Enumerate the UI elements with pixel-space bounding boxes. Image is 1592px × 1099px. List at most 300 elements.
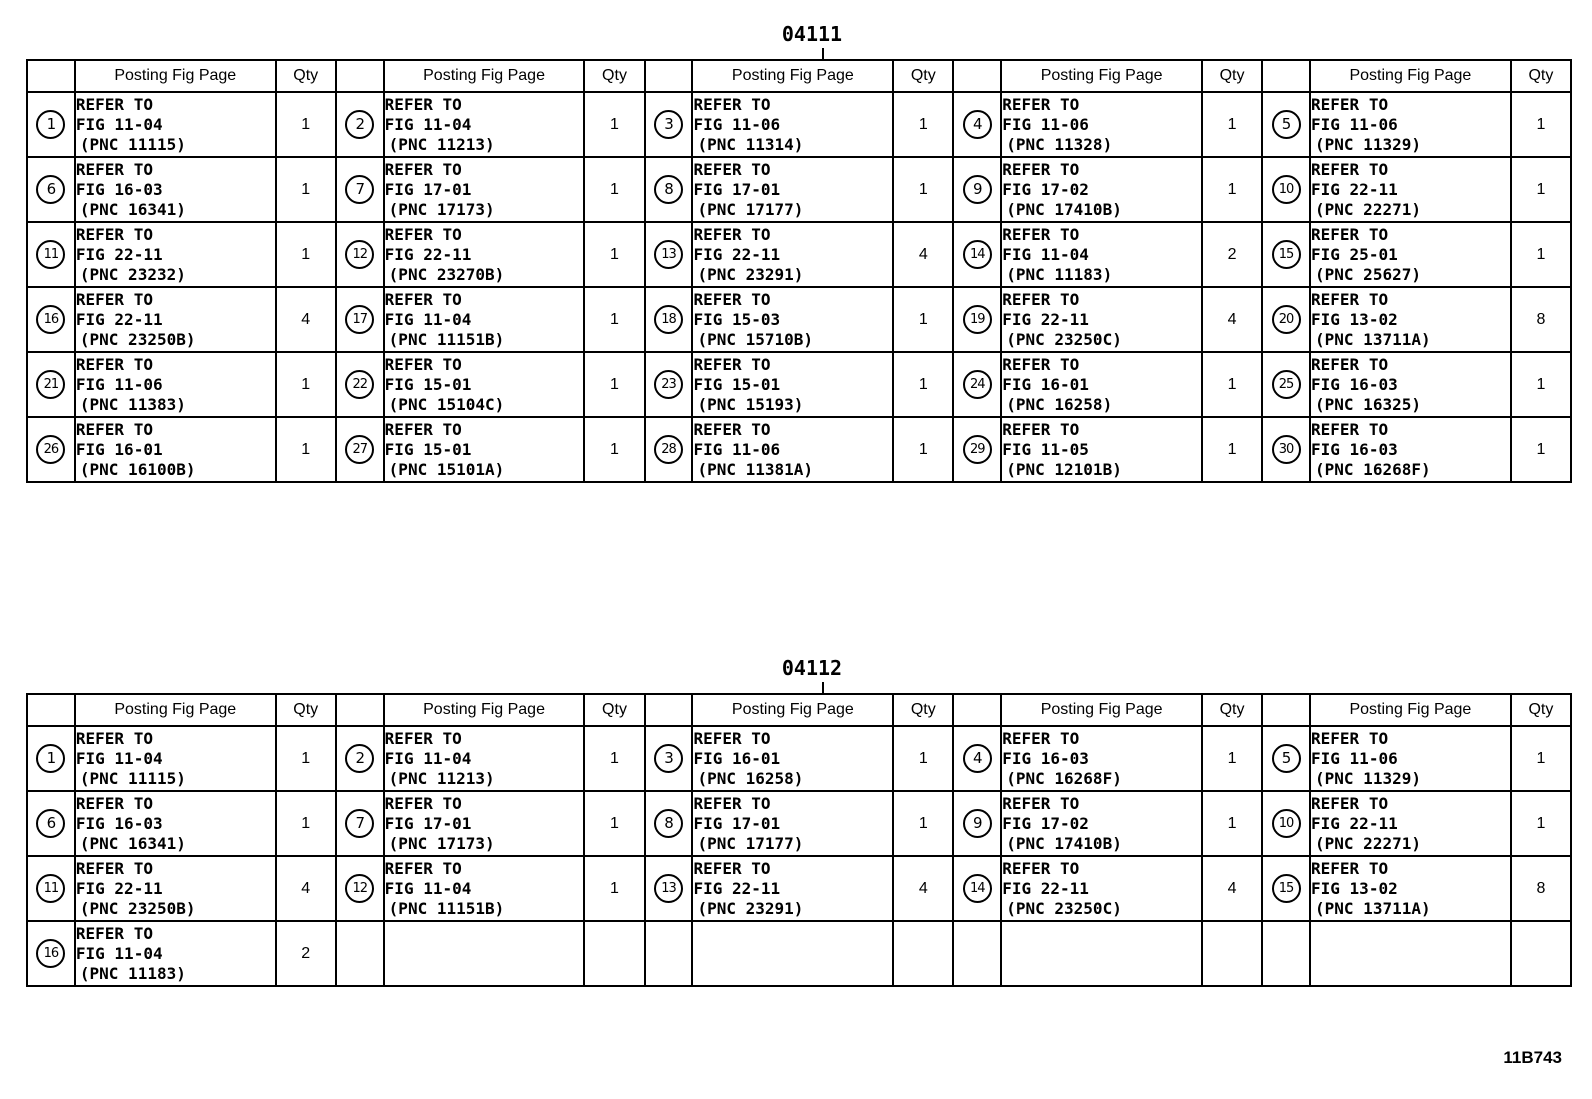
qty-cell: 4 — [276, 856, 336, 921]
item-number-cell — [645, 791, 693, 856]
item-number-cell — [645, 222, 693, 287]
item-number-cell — [953, 726, 1001, 791]
header-number-cell — [336, 694, 384, 726]
posting-fig-page-cell — [75, 726, 276, 791]
item-number-cell — [27, 726, 75, 791]
refer-to-text: REFER TO — [1002, 94, 1080, 114]
item-number-badge: 29 — [963, 435, 992, 464]
posting-fig-page-cell — [1001, 856, 1202, 921]
item-number-badge: 10 — [1272, 809, 1301, 838]
refer-to-text: REFER TO — [384, 354, 462, 374]
posting-fig-page-cell — [384, 791, 585, 856]
item-number-badge: 11 — [36, 874, 65, 903]
item-number-badge: 21 — [36, 370, 65, 399]
item-number-badge: 1 — [36, 744, 65, 773]
header-number-cell — [27, 694, 75, 726]
posting-fig-page-cell — [384, 157, 585, 222]
item-number-badge: 27 — [345, 435, 374, 464]
item-number-badge: 8 — [654, 809, 683, 838]
posting-fig-page-cell — [384, 352, 585, 417]
posting-fig-page-cell — [1001, 222, 1202, 287]
pnc-reference: (PNC 22271) — [1315, 833, 1421, 853]
fig-reference: FIG 11-05 — [1002, 439, 1089, 459]
fig-reference: FIG 16-01 — [693, 748, 781, 768]
item-number-cell — [953, 856, 1001, 921]
qty-cell: 1 — [1202, 92, 1262, 157]
table-row — [27, 417, 1571, 482]
item-number-cell — [953, 92, 1001, 157]
fig-reference: FIG 17-02 — [1002, 813, 1089, 833]
header-qty: Qty — [893, 694, 953, 726]
qty-cell: 4 — [276, 287, 336, 352]
parts-table — [26, 59, 1572, 483]
refer-to-text: REFER TO — [1311, 224, 1389, 244]
header-posting-fig-page: Posting Fig Page — [1001, 60, 1202, 92]
qty-cell: 1 — [584, 726, 644, 791]
posting-fig-page-cell — [384, 726, 585, 791]
refer-to-text: REFER TO — [384, 159, 462, 179]
item-number-badge: 4 — [963, 110, 992, 139]
item-number-badge: 26 — [36, 435, 65, 464]
pnc-reference: (PNC 17410B) — [1006, 199, 1122, 219]
qty-cell: 1 — [584, 287, 644, 352]
qty-cell: 1 — [584, 791, 644, 856]
item-number-cell — [336, 157, 384, 222]
refer-to-text: REFER TO — [1311, 354, 1389, 374]
header-qty: Qty — [1511, 694, 1571, 726]
qty-cell: 1 — [1202, 417, 1262, 482]
refer-to-text: REFER TO — [1002, 224, 1080, 244]
item-number-badge: 2 — [345, 110, 374, 139]
fig-reference: FIG 17-01 — [384, 179, 472, 199]
item-number-cell — [27, 157, 75, 222]
item-number-cell — [1262, 222, 1310, 287]
fig-reference: FIG 22-11 — [1311, 179, 1398, 199]
pnc-reference: (PNC 16325) — [1315, 394, 1421, 414]
qty-cell: 1 — [893, 726, 953, 791]
header-posting-fig-page: Posting Fig Page — [1001, 694, 1202, 726]
fig-reference: FIG 22-11 — [1311, 813, 1398, 833]
pnc-reference: (PNC 11328) — [1006, 134, 1113, 154]
refer-to-text: REFER TO — [75, 858, 153, 878]
qty-cell: 4 — [893, 222, 953, 287]
empty-cell — [336, 921, 384, 986]
empty-cell — [1511, 921, 1571, 986]
fig-reference: FIG 16-03 — [1311, 374, 1398, 394]
pnc-reference: (PNC 11183) — [1006, 264, 1113, 284]
pnc-reference: (PNC 16258) — [1006, 394, 1113, 414]
item-number-badge: 17 — [345, 305, 374, 334]
pnc-reference: (PNC 15193) — [697, 394, 804, 414]
pnc-reference: (PNC 23250C) — [1006, 898, 1122, 918]
pnc-reference: (PNC 13711A) — [1315, 329, 1431, 349]
item-number-cell — [953, 417, 1001, 482]
qty-cell: 1 — [276, 222, 336, 287]
refer-to-text: REFER TO — [1311, 159, 1389, 179]
fig-reference: FIG 11-06 — [75, 374, 163, 394]
empty-cell — [893, 921, 953, 986]
empty-cell — [953, 921, 1001, 986]
qty-cell: 1 — [584, 222, 644, 287]
item-number-cell — [1262, 726, 1310, 791]
item-number-badge: 16 — [36, 939, 65, 968]
qty-cell: 1 — [584, 856, 644, 921]
item-number-cell — [645, 287, 693, 352]
empty-cell — [1202, 921, 1262, 986]
pnc-reference: (PNC 16100B) — [79, 459, 196, 479]
posting-fig-page-cell — [692, 287, 893, 352]
item-number-cell — [336, 287, 384, 352]
fig-reference: FIG 11-04 — [384, 878, 472, 898]
header-row — [27, 694, 1571, 726]
posting-fig-page-cell — [1310, 726, 1511, 791]
qty-cell: 2 — [276, 921, 336, 986]
part-number-label: 04112 — [781, 656, 843, 680]
fig-reference: FIG 11-04 — [75, 114, 163, 134]
fig-reference: FIG 17-02 — [1002, 179, 1089, 199]
pnc-reference: (PNC 23291) — [697, 264, 804, 284]
posting-fig-page-cell — [75, 157, 276, 222]
refer-to-text: REFER TO — [384, 289, 462, 309]
item-number-badge: 14 — [963, 874, 992, 903]
qty-cell: 1 — [1511, 791, 1571, 856]
refer-to-text: REFER TO — [75, 793, 153, 813]
qty-cell: 1 — [1202, 791, 1262, 856]
qty-cell: 1 — [1511, 92, 1571, 157]
item-number-cell — [336, 352, 384, 417]
part-number-label: 04111 — [781, 22, 843, 46]
qty-cell: 1 — [584, 417, 644, 482]
item-number-badge: 9 — [963, 175, 992, 204]
refer-to-text: REFER TO — [1311, 289, 1389, 309]
posting-fig-page-cell — [75, 352, 276, 417]
fig-reference: FIG 25-01 — [1311, 244, 1398, 264]
pnc-reference: (PNC 16341) — [79, 199, 186, 219]
item-number-cell — [953, 287, 1001, 352]
qty-cell: 1 — [893, 157, 953, 222]
fig-reference: FIG 22-11 — [75, 309, 163, 329]
header-number-cell — [953, 60, 1001, 92]
pnc-reference: (PNC 15101A) — [388, 459, 505, 479]
refer-to-text: REFER TO — [75, 354, 153, 374]
pnc-reference: (PNC 11329) — [1315, 768, 1421, 788]
posting-fig-page-cell — [75, 92, 276, 157]
fig-reference: FIG 11-06 — [1002, 114, 1089, 134]
posting-fig-page-cell — [692, 791, 893, 856]
item-number-cell — [336, 222, 384, 287]
fig-reference: FIG 16-01 — [1002, 374, 1089, 394]
item-number-cell — [1262, 157, 1310, 222]
refer-to-text: REFER TO — [693, 289, 771, 309]
item-number-cell — [645, 417, 693, 482]
refer-to-text: REFER TO — [75, 289, 153, 309]
item-number-cell — [27, 791, 75, 856]
item-number-cell — [645, 92, 693, 157]
table-row — [27, 352, 1571, 417]
item-number-badge: 4 — [963, 744, 992, 773]
item-number-badge: 15 — [1272, 240, 1301, 269]
pnc-reference: (PNC 13711A) — [1315, 898, 1431, 918]
fig-reference: FIG 16-01 — [75, 439, 163, 459]
pnc-reference: (PNC 11115) — [79, 768, 186, 788]
item-number-badge: 15 — [1272, 874, 1301, 903]
pnc-reference: (PNC 15104C) — [388, 394, 505, 414]
posting-fig-page-cell — [1001, 417, 1202, 482]
fig-reference: FIG 17-01 — [693, 813, 781, 833]
fig-reference: FIG 22-11 — [693, 878, 781, 898]
pnc-reference: (PNC 16268F) — [1315, 459, 1431, 479]
refer-to-text: REFER TO — [1002, 793, 1080, 813]
item-number-badge: 3 — [654, 110, 683, 139]
item-number-cell — [336, 417, 384, 482]
posting-fig-page-cell — [692, 157, 893, 222]
refer-to-text: REFER TO — [75, 728, 153, 748]
posting-fig-page-cell — [1001, 92, 1202, 157]
refer-to-text: REFER TO — [75, 923, 153, 943]
pnc-reference: (PNC 11151B) — [388, 329, 505, 349]
qty-cell: 1 — [1511, 726, 1571, 791]
qty-cell: 1 — [584, 157, 644, 222]
table-row — [27, 92, 1571, 157]
posting-fig-page-cell — [75, 417, 276, 482]
pnc-reference: (PNC 12101B) — [1006, 459, 1122, 479]
pnc-reference: (PNC 23232) — [79, 264, 186, 284]
item-number-badge: 14 — [963, 240, 992, 269]
item-number-cell — [953, 222, 1001, 287]
fig-reference: FIG 22-11 — [1002, 878, 1089, 898]
posting-fig-page-cell — [1001, 287, 1202, 352]
refer-to-text: REFER TO — [75, 159, 153, 179]
item-number-cell — [336, 791, 384, 856]
item-number-cell — [953, 157, 1001, 222]
pnc-reference: (PNC 23250B) — [79, 898, 196, 918]
header-posting-fig-page: Posting Fig Page — [692, 60, 893, 92]
item-number-cell — [336, 726, 384, 791]
item-number-badge: 6 — [36, 175, 65, 204]
pnc-reference: (PNC 16341) — [79, 833, 186, 853]
pnc-reference: (PNC 11183) — [79, 963, 186, 983]
refer-to-text: REFER TO — [384, 419, 462, 439]
refer-to-text: REFER TO — [1002, 728, 1080, 748]
posting-fig-page-cell — [384, 856, 585, 921]
header-posting-fig-page: Posting Fig Page — [1310, 694, 1511, 726]
table-row — [27, 791, 1571, 856]
header-posting-fig-page: Posting Fig Page — [692, 694, 893, 726]
empty-cell — [1262, 921, 1310, 986]
pnc-reference: (PNC 17177) — [697, 199, 804, 219]
pnc-reference: (PNC 17173) — [388, 833, 495, 853]
posting-fig-page-cell — [384, 287, 585, 352]
item-number-cell — [645, 157, 693, 222]
item-number-badge: 5 — [1272, 744, 1301, 773]
table-row — [27, 856, 1571, 921]
empty-cell — [645, 921, 693, 986]
fig-reference: FIG 16-03 — [75, 813, 163, 833]
posting-fig-page-cell — [384, 417, 585, 482]
item-number-badge: 5 — [1272, 110, 1301, 139]
header-qty: Qty — [893, 60, 953, 92]
qty-cell: 1 — [276, 92, 336, 157]
pnc-reference: (PNC 17173) — [388, 199, 495, 219]
posting-fig-page-cell — [692, 726, 893, 791]
refer-to-text: REFER TO — [1311, 728, 1389, 748]
fig-reference: FIG 11-04 — [75, 748, 163, 768]
item-number-cell — [645, 352, 693, 417]
posting-fig-page-cell — [1310, 856, 1511, 921]
posting-fig-page-cell — [75, 791, 276, 856]
header-posting-fig-page: Posting Fig Page — [384, 60, 585, 92]
refer-to-text: REFER TO — [384, 728, 462, 748]
fig-reference: FIG 15-01 — [384, 374, 472, 394]
item-number-badge: 13 — [654, 874, 683, 903]
fig-reference: FIG 16-03 — [1311, 439, 1398, 459]
fig-reference: FIG 17-01 — [693, 179, 781, 199]
fig-reference: FIG 22-11 — [693, 244, 781, 264]
item-number-cell — [1262, 287, 1310, 352]
header-row — [27, 60, 1571, 92]
item-number-badge: 2 — [345, 744, 374, 773]
refer-to-text: REFER TO — [693, 354, 771, 374]
table-row — [27, 726, 1571, 791]
refer-to-text: REFER TO — [384, 94, 462, 114]
pnc-reference: (PNC 16258) — [697, 768, 804, 788]
posting-fig-page-cell — [1001, 352, 1202, 417]
pnc-reference: (PNC 11213) — [388, 768, 495, 788]
pnc-reference: (PNC 23291) — [697, 898, 804, 918]
refer-to-text: REFER TO — [693, 224, 771, 244]
qty-cell: 1 — [893, 287, 953, 352]
qty-cell: 1 — [893, 417, 953, 482]
refer-to-text: REFER TO — [75, 94, 153, 114]
pnc-reference: (PNC 11314) — [697, 134, 804, 154]
pnc-reference: (PNC 25627) — [1315, 264, 1421, 284]
fig-reference: FIG 15-03 — [693, 309, 781, 329]
qty-cell: 4 — [893, 856, 953, 921]
refer-to-text: REFER TO — [384, 858, 462, 878]
refer-to-text: REFER TO — [1002, 354, 1080, 374]
qty-cell: 1 — [1202, 157, 1262, 222]
fig-reference: FIG 16-03 — [1002, 748, 1089, 768]
fig-reference: FIG 22-11 — [1002, 309, 1089, 329]
qty-cell: 1 — [276, 726, 336, 791]
item-number-cell — [1262, 856, 1310, 921]
item-number-cell — [27, 222, 75, 287]
fig-reference: FIG 22-11 — [75, 244, 163, 264]
item-number-cell — [27, 856, 75, 921]
empty-cell — [584, 921, 644, 986]
fig-reference: FIG 22-11 — [384, 244, 472, 264]
empty-cell — [692, 921, 893, 986]
pnc-reference: (PNC 23250B) — [79, 329, 196, 349]
item-number-badge: 7 — [345, 809, 374, 838]
header-number-cell — [645, 694, 693, 726]
posting-fig-page-cell — [1310, 222, 1511, 287]
item-number-cell — [27, 92, 75, 157]
item-number-badge: 12 — [345, 240, 374, 269]
item-number-badge: 24 — [963, 370, 992, 399]
header-number-cell — [1262, 60, 1310, 92]
qty-cell: 1 — [1202, 352, 1262, 417]
header-number-cell — [336, 60, 384, 92]
refer-to-text: REFER TO — [1002, 289, 1080, 309]
empty-cell — [1001, 921, 1202, 986]
posting-fig-page-cell — [692, 92, 893, 157]
item-number-badge: 13 — [654, 240, 683, 269]
fig-reference: FIG 11-06 — [693, 114, 781, 134]
refer-to-text: REFER TO — [693, 94, 771, 114]
item-number-badge: 18 — [654, 305, 683, 334]
empty-cell — [1310, 921, 1511, 986]
refer-to-text: REFER TO — [693, 728, 771, 748]
pnc-reference: (PNC 23270B) — [388, 264, 505, 284]
item-number-cell — [27, 921, 75, 986]
item-number-cell — [1262, 791, 1310, 856]
qty-cell: 1 — [893, 352, 953, 417]
item-number-badge: 3 — [654, 744, 683, 773]
posting-fig-page-cell — [1310, 287, 1511, 352]
fig-reference: FIG 11-04 — [384, 309, 472, 329]
posting-fig-page-cell — [75, 921, 276, 986]
item-number-badge: 23 — [654, 370, 683, 399]
fig-reference: FIG 11-04 — [75, 943, 163, 963]
posting-fig-page-cell — [1310, 92, 1511, 157]
item-number-cell — [953, 352, 1001, 417]
item-number-badge: 7 — [345, 175, 374, 204]
item-number-cell — [336, 92, 384, 157]
qty-cell: 1 — [276, 791, 336, 856]
header-qty: Qty — [584, 60, 644, 92]
qty-cell: 8 — [1511, 856, 1571, 921]
header-qty: Qty — [276, 694, 336, 726]
fig-reference: FIG 11-06 — [693, 439, 781, 459]
qty-cell: 1 — [584, 92, 644, 157]
qty-cell: 4 — [1202, 856, 1262, 921]
item-number-badge: 9 — [963, 809, 992, 838]
refer-to-text: REFER TO — [75, 419, 153, 439]
header-number-cell — [27, 60, 75, 92]
parts-table — [26, 693, 1572, 987]
fig-reference: FIG 22-11 — [75, 878, 163, 898]
pnc-reference: (PNC 11329) — [1315, 134, 1421, 154]
posting-fig-page-cell — [692, 417, 893, 482]
fig-reference: FIG 15-01 — [384, 439, 472, 459]
posting-fig-page-cell — [1001, 791, 1202, 856]
table-row — [27, 222, 1571, 287]
refer-to-text: REFER TO — [693, 159, 771, 179]
posting-fig-page-cell — [1001, 726, 1202, 791]
item-number-cell — [1262, 92, 1310, 157]
posting-fig-page-cell — [384, 92, 585, 157]
item-number-badge: 6 — [36, 809, 65, 838]
table-row — [27, 287, 1571, 352]
refer-to-text: REFER TO — [1002, 159, 1080, 179]
pnc-reference: (PNC 11115) — [79, 134, 186, 154]
posting-fig-page-cell — [692, 352, 893, 417]
pnc-reference: (PNC 23250C) — [1006, 329, 1122, 349]
refer-to-text: REFER TO — [384, 793, 462, 813]
item-number-badge: 8 — [654, 175, 683, 204]
posting-fig-page-cell — [75, 287, 276, 352]
header-posting-fig-page: Posting Fig Page — [384, 694, 585, 726]
pnc-reference: (PNC 17410B) — [1006, 833, 1122, 853]
qty-cell: 1 — [276, 417, 336, 482]
fig-reference: FIG 13-02 — [1311, 309, 1398, 329]
item-number-badge: 11 — [36, 240, 65, 269]
item-number-cell — [645, 726, 693, 791]
pnc-reference: (PNC 16268F) — [1006, 768, 1122, 788]
qty-cell: 4 — [1202, 287, 1262, 352]
refer-to-text: REFER TO — [1311, 94, 1389, 114]
